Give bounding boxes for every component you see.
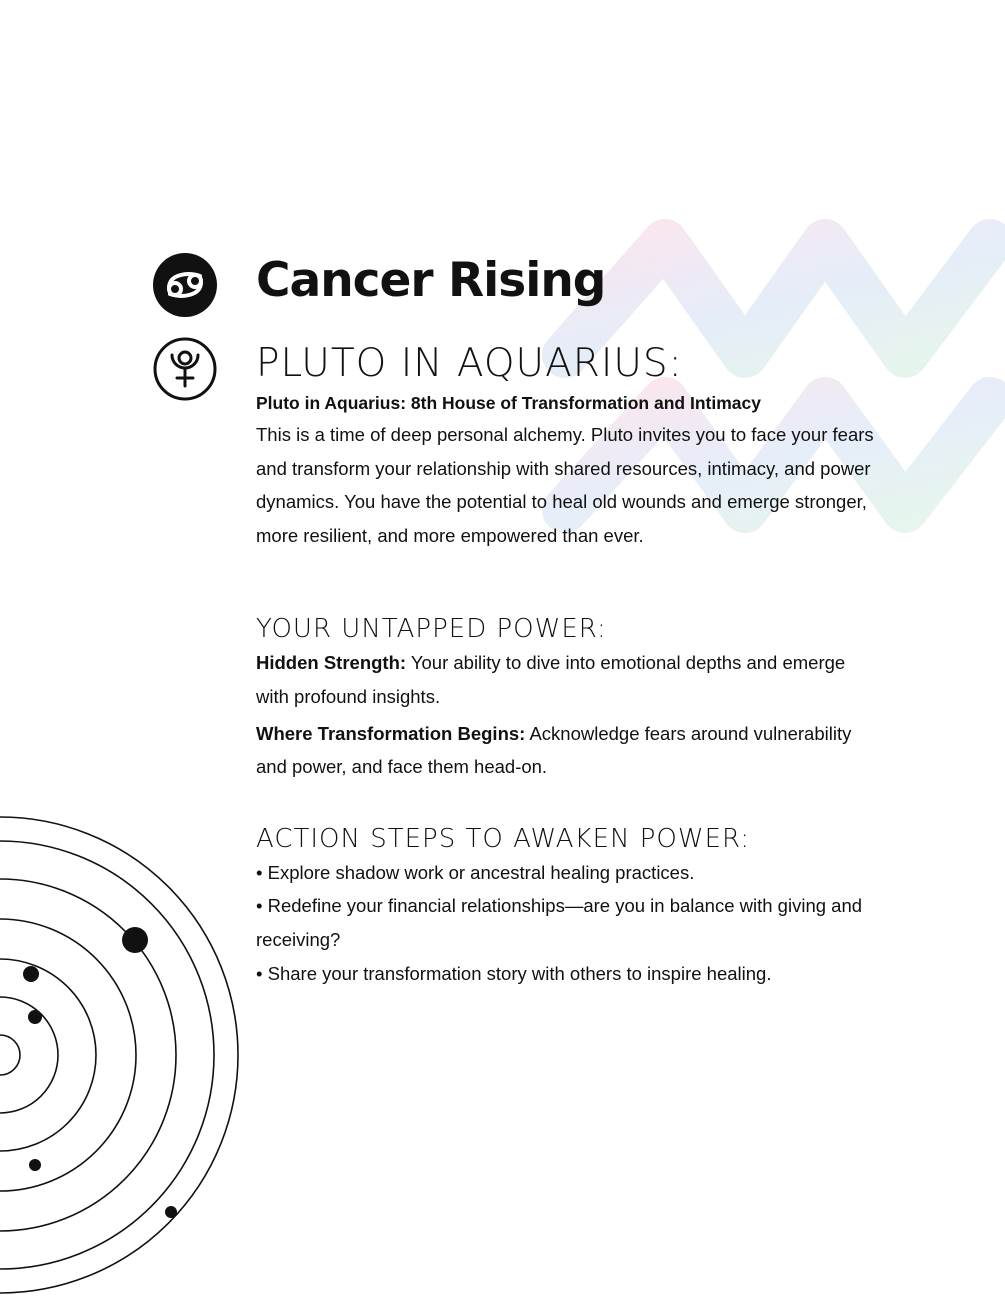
action-heading: ACTION STEPS TO AWAKEN POWER: (256, 823, 751, 854)
transformation-begins-item (256, 717, 876, 784)
orbit-rings-icon (0, 800, 240, 1301)
pluto-glyph-icon (152, 336, 218, 402)
hidden-strength-label: Hidden Strength: (256, 652, 407, 674)
action-step: • Explore shadow work or ancestral healing practices. (256, 861, 695, 883)
transformation-begins-text: Acknowledge fears around vulnerability and power, and face them head-on. (256, 722, 852, 778)
transformation-begins-label: Where Transformation Begins: (256, 722, 526, 744)
page-title: Cancer Rising (256, 253, 606, 308)
hidden-strength-text: Your ability to dive into emotional depths and emerge with profound insights. (256, 652, 846, 707)
pluto-heading: PLUTO IN AQUARIUS: (256, 341, 683, 386)
pluto-section (256, 340, 876, 552)
hidden-strength-item (256, 646, 876, 713)
power-heading: YOUR UNTAPPED POWER: (256, 614, 607, 645)
action-step: • Share your transformation story with others to inspire healing. (256, 962, 772, 984)
untapped-power-section (256, 612, 876, 783)
action-steps-section (256, 822, 876, 990)
action-steps-list (256, 856, 876, 990)
pluto-body: This is a time of deep personal alchemy. Pluto invites you to face your fears and transform your relationship with shared resources, intimacy, and power dynamics. You have the potential to heal old wounds and emerge stronger, more resilient, and more empowered than ever. (256, 424, 874, 546)
main-content (256, 250, 876, 990)
cancer-glyph-icon (152, 252, 218, 318)
pluto-subtitle: Pluto in Aquarius: 8th House of Transformation and Intimacy (256, 393, 761, 413)
action-step: • Redefine your financial relationships—are you in balance with giving and receiving? (256, 895, 863, 950)
